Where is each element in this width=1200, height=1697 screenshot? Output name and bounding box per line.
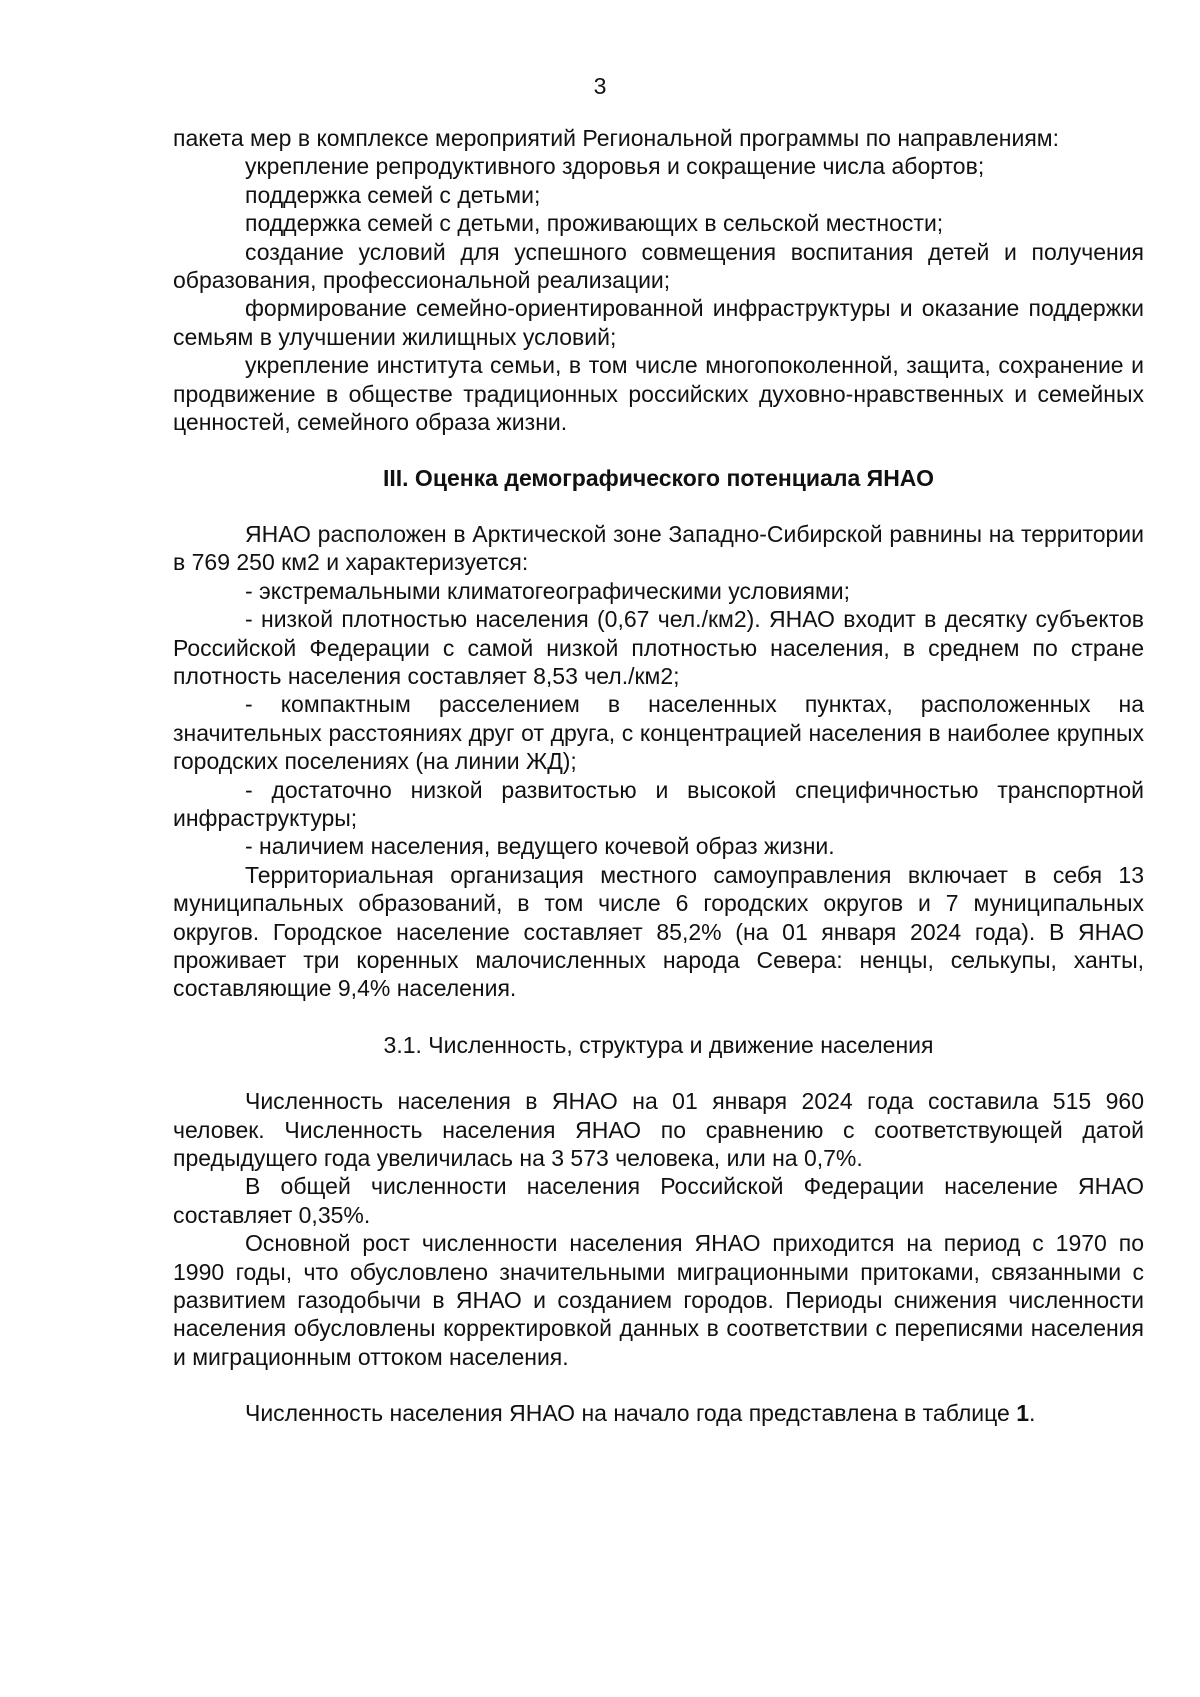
paragraph: Территориальная организация местного самоуправления включает в себя 13 муниципальных образований, в том числе 6 городских округов и 7 муниципальных округов. Городское население составляет 85,2% (на 01 января 2024 года). В ЯНАО проживает три коренных малочисленных народа Севера: ненцы, селькупы, ханты, составляющие 9,4% населения.	[173, 861, 1144, 1002]
list-item: создание условий для успешного совмещения воспитания детей и получения образования, профессиональной реализации;	[173, 238, 1144, 294]
section-heading: III. Оценка демографического потенциала ЯНАО	[382, 465, 934, 492]
list-item: укрепление института семьи, в том числе многопоколенной, защита, сохранение и продвижение в обществе традиционных российских духовно-нравственных и семейных ценностей, семейного образа жизни.	[173, 352, 1144, 436]
list-item: формирование семейно-ориентированной инфраструктуры и оказание поддержки семьям в улучшении жилищных условий;	[173, 295, 1144, 350]
paragraph: В общей численности населения Российской Федерации население ЯНАО составляет 0,35%.	[173, 1173, 1144, 1228]
paragraph: ЯНАО расположен в Арктической зоне Западно-Сибирской равнины на территории в 769 250 км2 и характеризуется:	[173, 520, 1144, 576]
paragraph: Основной рост численности населения ЯНАО приходится на период с 1970 по 1990 годы, что обусловлено значительными миграционными притоками, связанными с развитием газодобычи в ЯНАО и созданием городов. Периоды снижения численности населения обусловлены корректировкой данных в соответствии с переписями населения и миграционным оттоком населения.	[173, 1230, 1144, 1370]
list-item: поддержка семей с детьми;	[245, 181, 541, 208]
list-item: - компактным расселением в населенных пунктах, расположенных на значительных расстояниях друг от друга, с концентрацией населения в наиболее крупных городских поселениях (на линии ЖД);	[173, 691, 1144, 775]
list-item: укрепление репродуктивного здоровья и сокращение числа абортов;	[245, 153, 985, 180]
paragraph-intro: пакета мер в комплексе мероприятий Региональной программы по направлениям:	[173, 125, 1060, 151]
document-body	[173, 124, 1144, 1428]
paragraph: Численность населения в ЯНАО на 01 января 2024 года составила 515 960 человек. Численность населения ЯНАО по сравнению с соответствующей датой предыдущего года увеличилась на 3 573 человека, или на 0,7%.	[173, 1088, 1144, 1171]
table-number: 1	[1016, 1400, 1030, 1427]
list-item: - достаточно низкой развитостью и высокой специфичностью транспортной инфраструктуры;	[173, 776, 1144, 831]
spacer	[173, 1371, 1144, 1399]
subsection-heading: 3.1. Численность, структура и движение населения	[383, 1031, 934, 1058]
list-item: - экстремальными климатогеографическими условиями;	[245, 577, 850, 604]
page-number: 3	[593, 73, 607, 99]
list-item: - наличием населения, ведущего кочевой образ жизни.	[245, 833, 835, 860]
paragraph-table-reference	[173, 1399, 1144, 1427]
table-reference-end: .	[1029, 1400, 1036, 1427]
table-reference-text: Численность населения ЯНАО на начало года представлена в таблице	[245, 1400, 1017, 1427]
list-item: - низкой плотностью населения (0,67 чел./км2). ЯНАО входит в десятку субъектов Российской Федерации с самой низкой плотностью населения, в среднем по стране плотность населения составляет 8,53 чел./км2;	[173, 606, 1144, 689]
list-item: поддержка семей с детьми, проживающих в сельской местности;	[245, 210, 944, 237]
